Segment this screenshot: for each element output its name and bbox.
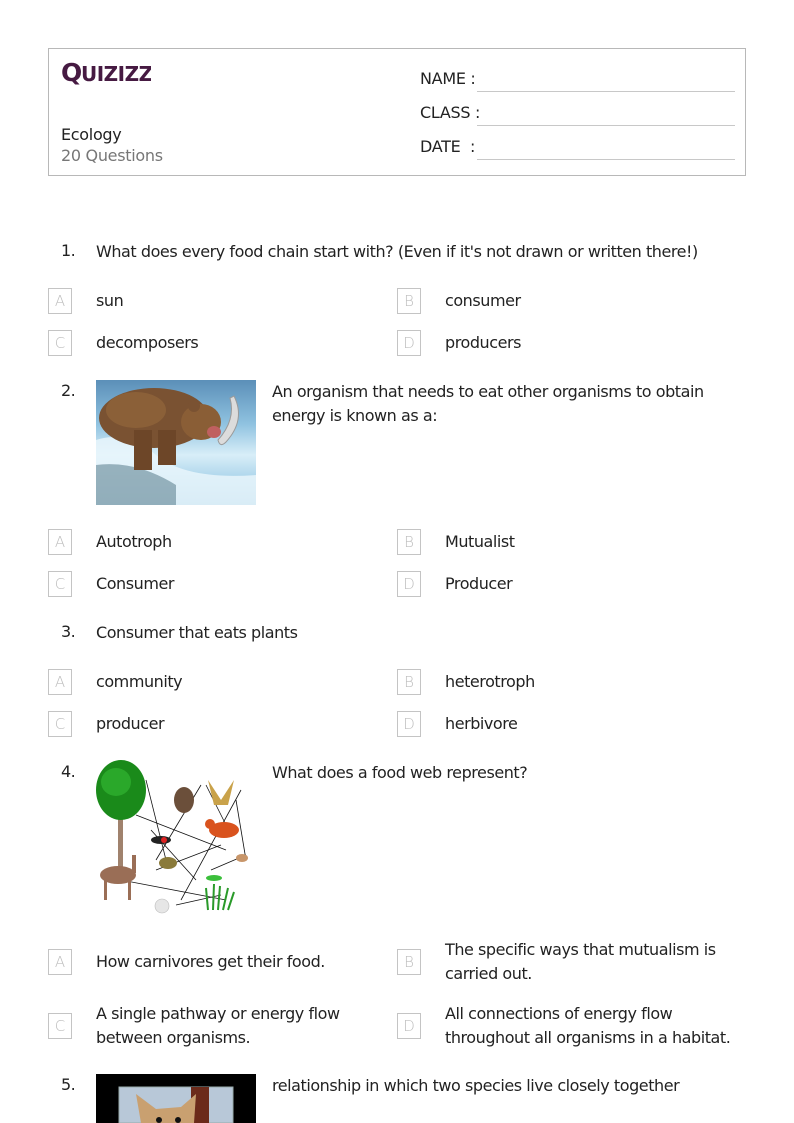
question-text: relationship in which two species live closely together [272, 1076, 680, 1095]
question-number: 2. [61, 381, 76, 400]
kitten-image [96, 1074, 256, 1123]
option-d-text: Producer [445, 574, 513, 593]
class-label: CLASS : [420, 103, 481, 122]
option-c-box[interactable]: C [48, 571, 72, 597]
option-a-box[interactable]: A [48, 288, 72, 314]
question-number: 4. [61, 762, 76, 781]
date-field[interactable] [420, 136, 735, 160]
option-c-text: A single pathway or energy flow between organisms. [96, 1004, 340, 1047]
question-text: What does a food web represent? [272, 763, 528, 782]
question-number: 3. [61, 622, 76, 641]
worksheet-header [48, 48, 746, 176]
option-c-box[interactable]: C [48, 330, 72, 356]
question-count: 20 Questions [61, 146, 163, 165]
question-number: 1. [61, 241, 76, 260]
name-field[interactable] [420, 68, 735, 92]
option-a-text: How carnivores get their food. [96, 952, 325, 971]
option-b-box[interactable]: B [397, 529, 421, 555]
svg-text:UIZIZZ: UIZIZZ [81, 62, 151, 86]
quizizz-logo [61, 59, 151, 89]
class-field[interactable] [420, 102, 735, 126]
option-c-text: Consumer [96, 574, 174, 593]
option-c-text: decomposers [96, 333, 199, 352]
name-label: NAME : [420, 69, 476, 88]
name-input-line[interactable] [477, 91, 735, 92]
option-b-text: heterotroph [445, 672, 535, 691]
option-c-box[interactable]: C [48, 711, 72, 737]
option-a-box[interactable]: A [48, 529, 72, 555]
option-d-text: producers [445, 333, 521, 352]
option-a-box[interactable]: A [48, 949, 72, 975]
class-input-line[interactable] [477, 125, 735, 126]
option-d-box[interactable]: D [397, 1013, 421, 1039]
bear-catching-salmon-image [96, 380, 256, 505]
option-b-text: consumer [445, 291, 521, 310]
option-c-box[interactable]: C [48, 1013, 72, 1039]
option-d-text: All connections of energy flow throughout all organisms in a habitat. [445, 1004, 731, 1047]
option-c-text: producer [96, 714, 165, 733]
quizizz-logo-icon [61, 59, 151, 87]
date-input-line[interactable] [477, 159, 735, 160]
option-a-text: community [96, 672, 183, 691]
option-a-box[interactable]: A [48, 669, 72, 695]
option-d-box[interactable]: D [397, 571, 421, 597]
option-a-text: Autotroph [96, 532, 172, 551]
option-a-text: sun [96, 291, 124, 310]
question-text: What does every food chain start with? (Even if it's not drawn or written there!) [96, 242, 698, 261]
quiz-title: Ecology [61, 125, 122, 144]
option-d-text: herbivore [445, 714, 518, 733]
question-number: 5. [61, 1075, 76, 1094]
question-text: An organism that needs to eat other organisms to obtain energy is known as a: [272, 382, 704, 425]
option-b-text: The specific ways that mutualism is carried out. [445, 940, 716, 983]
option-d-box[interactable]: D [397, 330, 421, 356]
option-b-box[interactable]: B [397, 949, 421, 975]
food-web-diagram-image [96, 760, 256, 915]
option-b-box[interactable]: B [397, 669, 421, 695]
option-b-box[interactable]: B [397, 288, 421, 314]
option-b-text: Mutualist [445, 532, 515, 551]
svg-text:Q: Q [61, 59, 82, 87]
option-d-box[interactable]: D [397, 711, 421, 737]
date-label: DATE : [420, 137, 476, 156]
question-text: Consumer that eats plants [96, 623, 298, 642]
